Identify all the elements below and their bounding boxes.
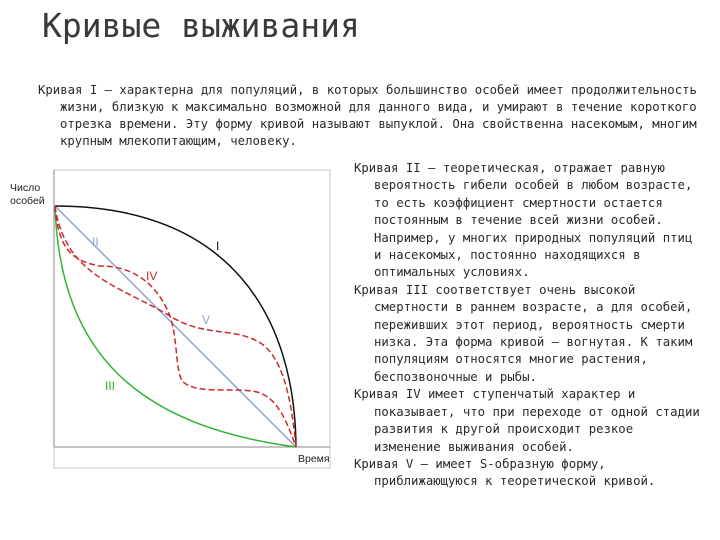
description-curve-ii: Кривая II – теоретическая, отражает равную вероятность гибели особей в любом возрасте, то есть коэффициент смертности остается постоянным в течение всей жизни особей. Например, у многих природных популяций птиц и насекомых, постоянно находящихся в оптимальных условиях. [354,161,693,280]
curve-descriptions [354,160,702,491]
curve-label-i: I [216,239,220,253]
x-axis-label: Время [298,453,330,465]
survival-curves-diagram [0,166,340,482]
diagram-svg [0,166,340,482]
curve-label-iii: III [105,379,116,393]
curve-label-v: V [202,313,211,327]
description-curve-v: Кривая V – имеет S-образную форму, приближающуюся к теоретической кривой. [354,456,656,489]
description-curve-iv: Кривая IV имеет ступенчатый характер и показывает, что при переходе от одной стадии развития к другой происходит резкое изменение выживания особей. [354,387,700,454]
intro-paragraph: Кривая I – характерна для популяций, в которых большинство особей имеет продолжительность жизни, близкую к максимально возможной для данного вида, и умирают в течение короткого отрезка времени. Эту форму кривой называют выпуклой. Она свойственна насекомым, многим крупным млекопитающим, человеку. [38,83,697,148]
curve-label-ii: II [92,235,99,249]
plot-frame [54,170,330,468]
y-axis-label-line2: особей [10,195,45,207]
curve-label-iv: IV [146,269,158,283]
y-axis-label-line1: Число [10,182,41,194]
page-title: Кривые выживания [42,6,360,45]
description-curve-iii: Кривая III соответствует очень высокой смертности в раннем возрасте, а для особей, переживших этот период, вероятность смерти низка. Эта форма кривой – вогнутая. К таким популяциям относятся многие растения, беспозвоночные и рыбы. [354,282,693,384]
